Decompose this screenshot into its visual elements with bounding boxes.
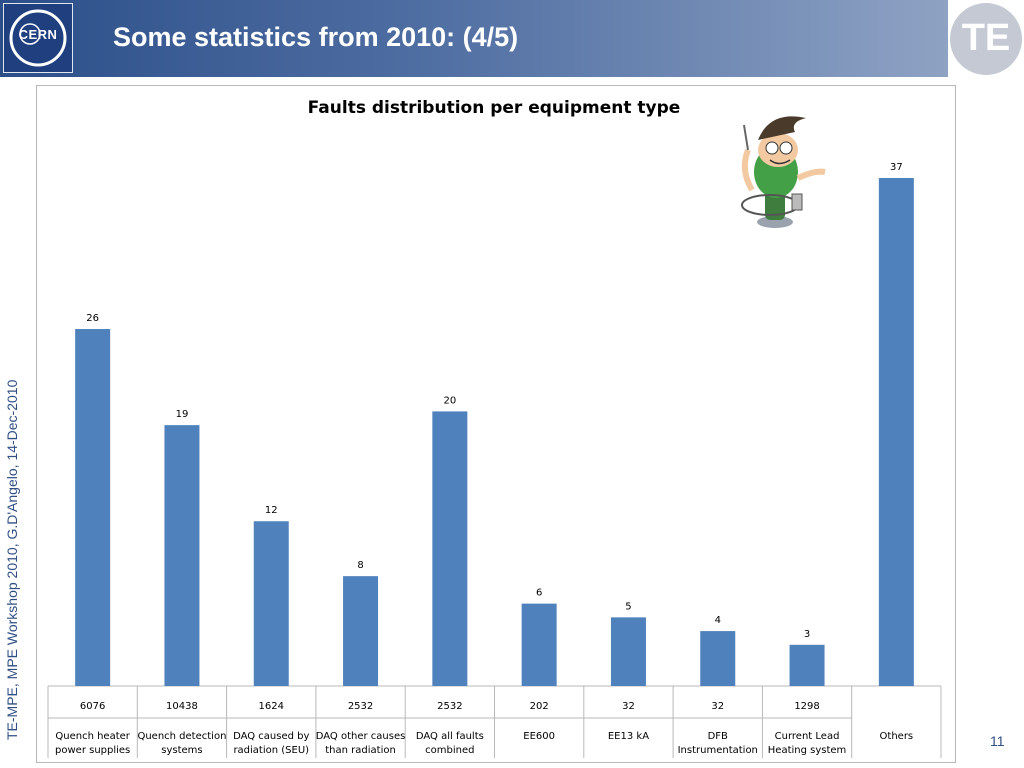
category-label: radiation (SEU) <box>233 745 310 756</box>
category-label: Quench heater <box>55 731 130 742</box>
category-label: combined <box>425 745 475 756</box>
table-cell-value: 1624 <box>258 701 284 712</box>
category-label: EE13 kA <box>607 731 650 742</box>
bar <box>164 425 199 686</box>
bar-value-label: 26 <box>86 313 100 325</box>
category-label: than radiation <box>325 745 396 756</box>
page-number: 11 <box>990 733 1005 749</box>
bar <box>522 604 557 686</box>
category-label: DAQ caused by <box>233 731 310 742</box>
category-label: DFB <box>707 731 728 742</box>
bar-value-label: 3 <box>803 628 811 640</box>
table-cell-value: 32 <box>711 701 725 712</box>
category-label: Heating system <box>767 745 847 756</box>
table-cell-value: 2532 <box>347 701 374 712</box>
table-cell-value: 32 <box>622 701 635 712</box>
bar <box>611 617 646 686</box>
bar <box>700 631 735 686</box>
category-label: DAQ all faults <box>415 731 484 742</box>
bar <box>343 576 378 686</box>
cern-logo-text: CERN <box>18 27 58 42</box>
footer-side-text: TE-MPE, MPE Workshop 2010, G.D'Angelo, 14-Dec-2010 <box>4 379 20 740</box>
chart-title: Faults distribution per equipment type <box>307 98 681 118</box>
bar-value-label: 12 <box>264 505 278 517</box>
category-label: Instrumentation <box>677 745 758 756</box>
bar <box>254 521 289 686</box>
category-label: DAQ other causes <box>315 731 406 742</box>
te-logo-text: TE <box>961 17 1011 59</box>
category-label: EE600 <box>523 731 556 742</box>
table-cell-value: 1298 <box>794 701 820 712</box>
bar-value-label: 37 <box>889 162 903 173</box>
page-title: Some statistics from 2010: (4/5) <box>113 22 519 52</box>
table-cell-value: 2532 <box>437 701 463 712</box>
category-label: systems <box>161 745 203 756</box>
category-label: Quench detection <box>137 731 227 742</box>
bar-value-label: 4 <box>714 615 721 627</box>
category-label: Others <box>879 731 914 742</box>
bar-value-label: 6 <box>535 587 543 599</box>
bar-value-label: 5 <box>625 601 632 613</box>
bar <box>879 178 914 686</box>
table-cell-value: 6076 <box>79 701 106 712</box>
bar <box>432 411 467 686</box>
category-label: Current Lead <box>774 731 840 742</box>
bar <box>790 645 825 686</box>
table-cell-value: 10438 <box>166 701 198 712</box>
table-cell-value: 202 <box>529 701 549 712</box>
bar-value-label: 20 <box>443 395 457 407</box>
category-label: power supplies <box>55 745 131 756</box>
bar <box>75 329 110 686</box>
bar-value-label: 19 <box>175 409 189 421</box>
technician-mascot-icon <box>742 116 825 228</box>
bar-value-label: 8 <box>357 560 364 572</box>
